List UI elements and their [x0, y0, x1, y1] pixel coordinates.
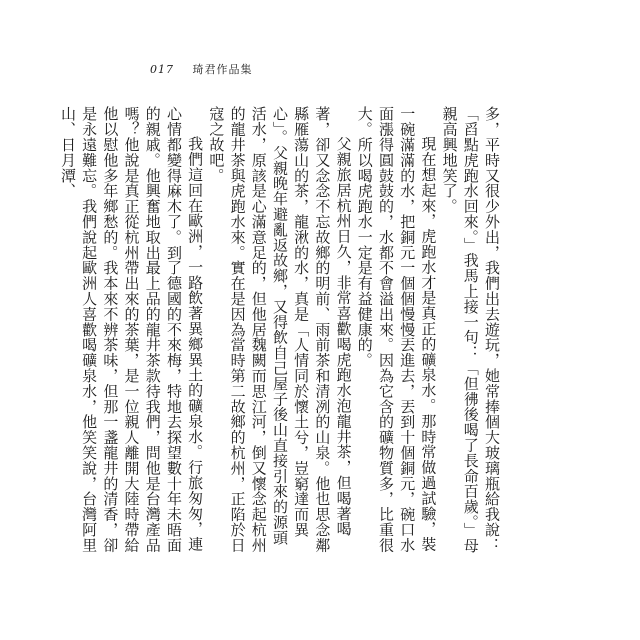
paragraph-4: 我們這回在歐洲，一路飲著異鄉異土的礦泉水。行旅匆匆，連心情都變得麻木了。到了德國的不來梅，特地去探望數十年未晤面的親戚。他興奮地取出最上品的龍井茶款待我們，問他是台灣產品嗎？他說是真正從杭州帶出來的茶葉，是一位親人離開大陸時帶給他以慰他多年鄉愁的。我本來不辨茶味，但那一盞龍井的清香，卻是永遠難忘。我們說起歐洲人喜歡喝礦泉水，他笑笑說，台灣阿里山、日月潭、 — [58, 106, 205, 553]
vertical-body-text — [58, 106, 502, 558]
book-title: 琦君作品集 — [192, 63, 253, 76]
paragraph-3: 父親旅居杭州日久，非常喜歡喝虎跑水泡龍井茶，但喝著喝著，卻又念念不忘故鄉的明前、雨前茶和清冽的山泉。他也思念鄰縣雁蕩山的茶，龍湫的水，真是「人情同於懷土兮，豈窮達而異心」。父親晚年避亂返故鄉，又得飲自己屋子後山直接引來的源頭活水，原該是心滿意足的，但他居魏闕而思江河，倒又懷念起杭州的龍井茶與虎跑水來。實在是因為當時第二故鄉的杭州，正陷於日寇之故吧。 — [207, 106, 353, 553]
page-number: 017 — [150, 63, 174, 76]
paragraph-2: 現在想起來，虎跑水才是真正的礦泉水。那時常做過試驗，裝一碗滿滿的水，把銅元一個個慢慢丟進去，丟到十個銅元，碗口水面漲得圓鼓鼓的，水都不會溢出來。因為它含的礦物質多，比重很大。所以喝虎跑水一定是有益健康的。 — [355, 106, 438, 553]
running-header — [150, 61, 253, 77]
paragraph-1: 多，平時又很少外出，我們出去遊玩，她常捧個大玻璃瓶給我說：「舀點虎跑水回來。」我馬上接一句：「但彿後喝了長命百歲。」母親高興地笑了。 — [440, 106, 501, 553]
